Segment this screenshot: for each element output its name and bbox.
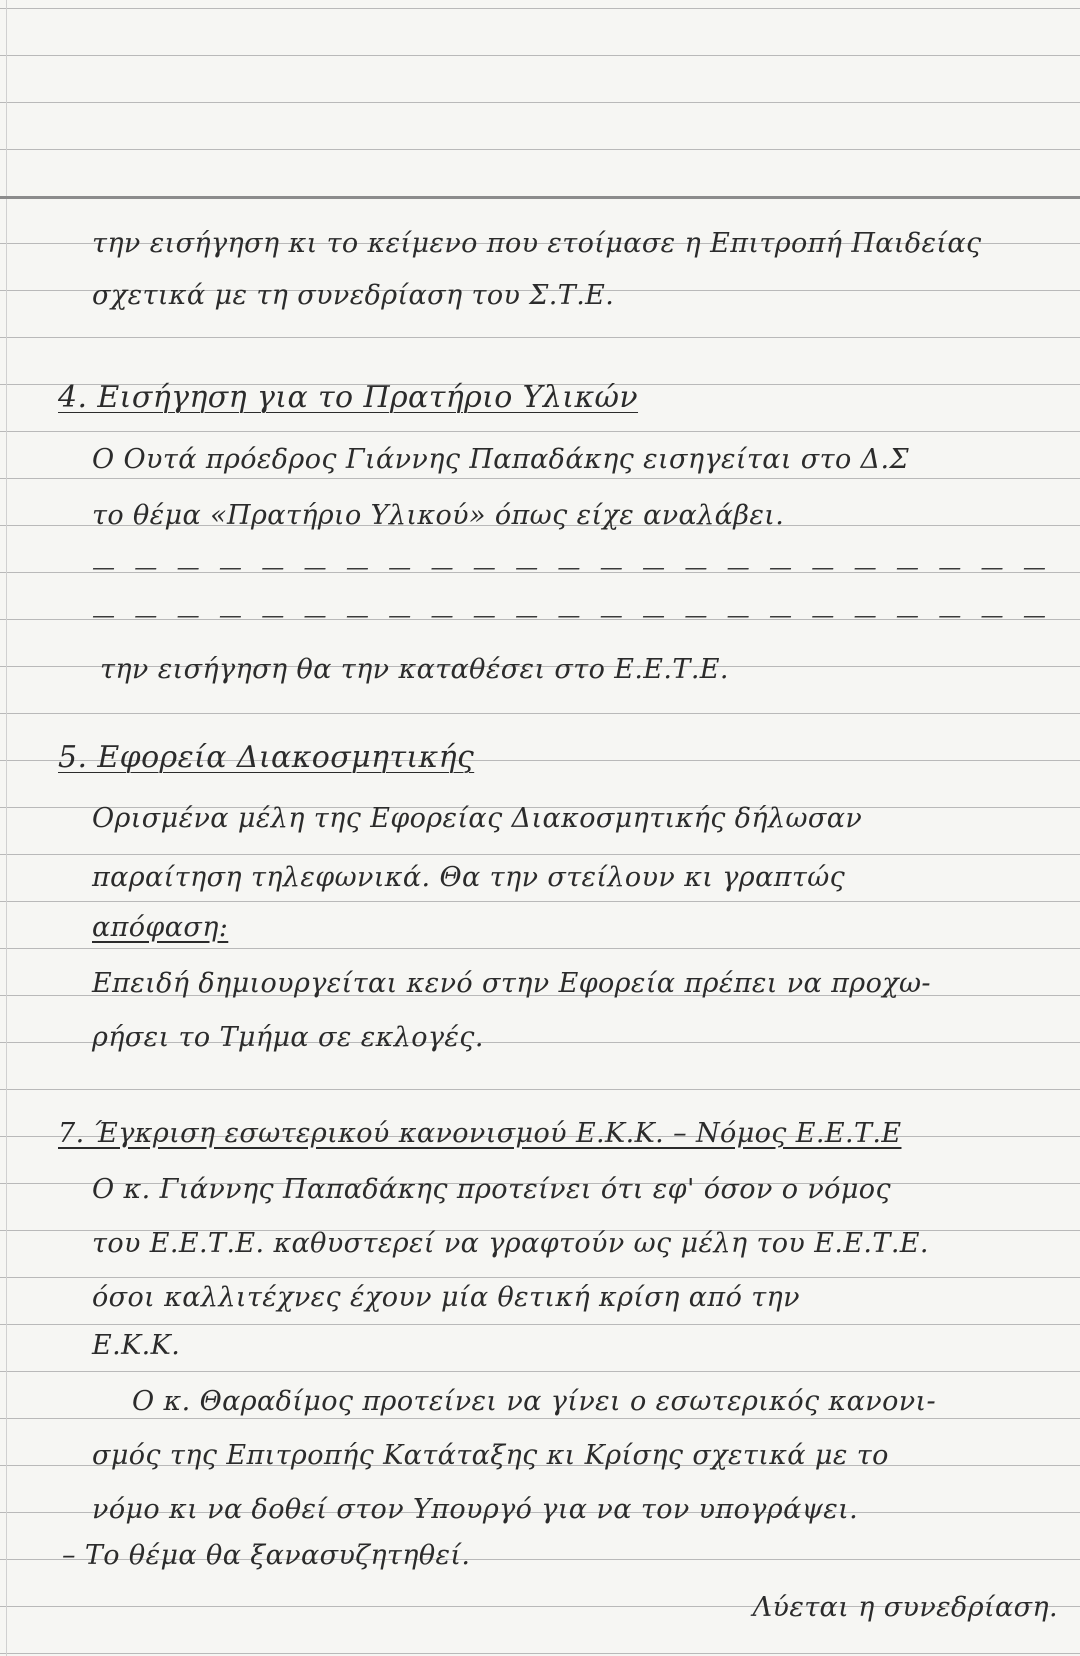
section-7-heading: 7. Έγκριση εσωτερικού κανονισμού Ε.Κ.Κ. – Νόμος Ε.Ε.Τ.Ε [58, 1118, 902, 1149]
text-line-21: σμός της Επιτροπής Κατάταξης κι Κρίσης σχετικά με το [92, 1440, 889, 1471]
text-line-8: την εισήγηση θα την καταθέσει στο Ε.Ε.Τ.Ε. [100, 654, 729, 685]
text-line-11: παραίτηση τηλεφωνικά. Θα την στείλουν κι γραπτώς [92, 862, 846, 893]
text-line-22: νόμο κι να δοθεί στον Υπουργό για να τον υπογράψει. [92, 1494, 859, 1525]
text-line-20: Ο κ. Θαραδίμος προτείνει να γίνει ο εσωτερικός κανονι- [132, 1386, 937, 1417]
text-line-13: Επειδή δημιουργείται κενό στην Εφορεία πρέπει να προχω- [92, 968, 931, 999]
blank-dash-line-1: — — — — — — — — — — — — — — — — — — — — — — — [92, 555, 1052, 581]
text-line-19: Ε.Κ.Κ. [92, 1330, 181, 1361]
decision-label: απόφαση: [92, 912, 229, 943]
section-4-heading: 4. Εισήγηση για το Πρατήριο Υλικών [58, 380, 639, 415]
text-line-17: του Ε.Ε.Τ.Ε. καθυστερεί να γραφτούν ως μέλη του Ε.Ε.Τ.Ε. [92, 1228, 929, 1259]
text-line-10: Ορισμένα μέλη της Εφορείας Διακοσμητικής δήλωσαν [92, 803, 863, 834]
closing-line: Λύεται η συνεδρίαση. [752, 1592, 1058, 1623]
blank-dash-line-2: — — — — — — — — — — — — — — — — — — — — — — — [92, 603, 1052, 629]
top-rule [0, 196, 1080, 199]
text-line-23: – Το θέμα θα ξανασυζητηθεί. [62, 1540, 471, 1571]
text-line-5: το θέμα «Πρατήριο Υλικού» όπως είχε αναλάβει. [92, 500, 785, 531]
section-5-heading: 5. Εφορεία Διακοσμητικής [58, 740, 475, 775]
text-line-1: την εισήγηση κι το κείμενο που ετοίμασε η Επιτροπή Παιδείας [92, 228, 982, 259]
margin-rule [6, 0, 7, 1656]
text-line-18: όσοι καλλιτέχνες έχουν μία θετική κρίση από την [92, 1282, 800, 1313]
text-line-2: σχετικά με τη συνεδρίαση του Σ.Τ.Ε. [92, 280, 615, 311]
text-line-4: Ο Ουτά πρόεδρος Γιάννης Παπαδάκης εισηγείται στο Δ.Σ [92, 444, 909, 475]
text-line-14: ρήσει το Τμήμα σε εκλογές. [92, 1022, 484, 1053]
text-line-16: Ο κ. Γιάννης Παπαδάκης προτείνει ότι εφ' όσον ο νόμος [92, 1174, 891, 1205]
